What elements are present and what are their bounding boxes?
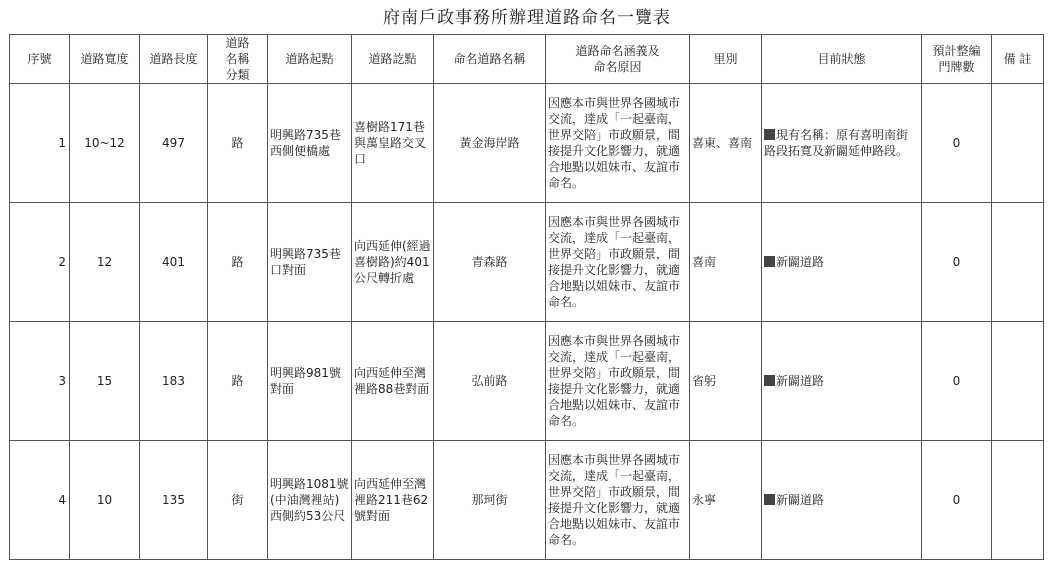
road-naming-table bbox=[9, 34, 1044, 560]
cell-end: 向西延伸至灣裡路211巷62號對面 bbox=[352, 441, 434, 560]
header-status: 目前狀態 bbox=[762, 35, 922, 84]
cell-doors: 0 bbox=[922, 84, 992, 203]
checkbox-filled-icon bbox=[764, 375, 775, 386]
page-title: 府南戶政事務所辦理道路命名一覽表 bbox=[383, 8, 671, 28]
cell-width: 12 bbox=[70, 203, 140, 322]
cell-doors: 0 bbox=[922, 203, 992, 322]
cell-note bbox=[992, 84, 1044, 203]
header-meaning: 道路命名涵義及命名原因 bbox=[546, 35, 690, 84]
cell-class: 路 bbox=[208, 203, 268, 322]
table-row bbox=[10, 203, 1044, 322]
cell-doors: 0 bbox=[922, 322, 992, 441]
cell-width: 10 bbox=[70, 441, 140, 560]
cell-start: 明興路981號對面 bbox=[268, 322, 352, 441]
header-class: 道路名稱分類 bbox=[208, 35, 268, 84]
cell-class: 路 bbox=[208, 84, 268, 203]
header-end: 道路訖點 bbox=[352, 35, 434, 84]
header-seq: 序號 bbox=[10, 35, 70, 84]
cell-length: 183 bbox=[140, 322, 208, 441]
cell-meaning: 因應本市與世界各國城市交流，達成「一起臺南，世界交陪」市政願景，間接提升文化影響力，就適合地點以姐妹市、友誼市命名。 bbox=[546, 84, 690, 203]
header-length: 道路長度 bbox=[140, 35, 208, 84]
status-text: 現有名稱：原有喜明南街路段拓寬及新闢延伸路段。 bbox=[764, 128, 909, 158]
cell-village: 喜東、喜南 bbox=[690, 84, 762, 203]
status-text: 新闢道路 bbox=[776, 493, 825, 507]
table-header-row bbox=[10, 35, 1044, 84]
table-row bbox=[10, 441, 1044, 560]
checkbox-filled-icon bbox=[764, 256, 775, 267]
cell-class: 街 bbox=[208, 441, 268, 560]
header-note: 備 註 bbox=[992, 35, 1044, 84]
cell-status bbox=[762, 441, 922, 560]
header-village: 里別 bbox=[690, 35, 762, 84]
cell-meaning: 因應本市與世界各國城市交流，達成「一起臺南，世界交陪」市政願景，間接提升文化影響力，就適合地點以姐妹市、友誼市命名。 bbox=[546, 441, 690, 560]
cell-seq: 1 bbox=[10, 84, 70, 203]
cell-village: 省躬 bbox=[690, 322, 762, 441]
cell-note bbox=[992, 203, 1044, 322]
cell-seq: 2 bbox=[10, 203, 70, 322]
status-text: 新闢道路 bbox=[776, 255, 825, 269]
cell-meaning: 因應本市與世界各國城市交流，達成「一起臺南，世界交陪」市政願景，間接提升文化影響力，就適合地點以姐妹市、友誼市命名。 bbox=[546, 203, 690, 322]
table-row bbox=[10, 84, 1044, 203]
cell-width: 15 bbox=[70, 322, 140, 441]
header-start: 道路起點 bbox=[268, 35, 352, 84]
checkbox-filled-icon bbox=[764, 129, 775, 140]
cell-start: 明興路735巷口對面 bbox=[268, 203, 352, 322]
cell-end: 喜樹路171巷與萬皇路交叉口 bbox=[352, 84, 434, 203]
cell-start: 明興路735巷西側便橋處 bbox=[268, 84, 352, 203]
cell-class: 路 bbox=[208, 322, 268, 441]
header-name: 命名道路名稱 bbox=[434, 35, 546, 84]
cell-width: 10~12 bbox=[70, 84, 140, 203]
cell-village: 永寧 bbox=[690, 441, 762, 560]
table-row bbox=[10, 322, 1044, 441]
cell-status bbox=[762, 203, 922, 322]
cell-name: 那珂街 bbox=[434, 441, 546, 560]
cell-seq: 4 bbox=[10, 441, 70, 560]
cell-length: 135 bbox=[140, 441, 208, 560]
cell-length: 401 bbox=[140, 203, 208, 322]
cell-note bbox=[992, 322, 1044, 441]
cell-status bbox=[762, 322, 922, 441]
cell-seq: 3 bbox=[10, 322, 70, 441]
cell-doors: 0 bbox=[922, 441, 992, 560]
cell-village: 喜南 bbox=[690, 203, 762, 322]
cell-name: 弘前路 bbox=[434, 322, 546, 441]
cell-name: 黃金海岸路 bbox=[434, 84, 546, 203]
header-width: 道路寬度 bbox=[70, 35, 140, 84]
checkbox-filled-icon bbox=[764, 494, 775, 505]
cell-note bbox=[992, 441, 1044, 560]
cell-length: 497 bbox=[140, 84, 208, 203]
cell-start: 明興路1081號(中油灣裡站)西側約53公尺 bbox=[268, 441, 352, 560]
cell-end: 向西延伸(經過喜樹路)約401公尺轉折處 bbox=[352, 203, 434, 322]
cell-name: 青森路 bbox=[434, 203, 546, 322]
cell-meaning: 因應本市與世界各國城市交流，達成「一起臺南，世界交陪」市政願景，間接提升文化影響力，就適合地點以姐妹市、友誼市命名。 bbox=[546, 322, 690, 441]
cell-end: 向西延伸至灣裡路88巷對面 bbox=[352, 322, 434, 441]
cell-status bbox=[762, 84, 922, 203]
header-doors: 預計整編門牌數 bbox=[922, 35, 992, 84]
status-text: 新闢道路 bbox=[776, 374, 825, 388]
